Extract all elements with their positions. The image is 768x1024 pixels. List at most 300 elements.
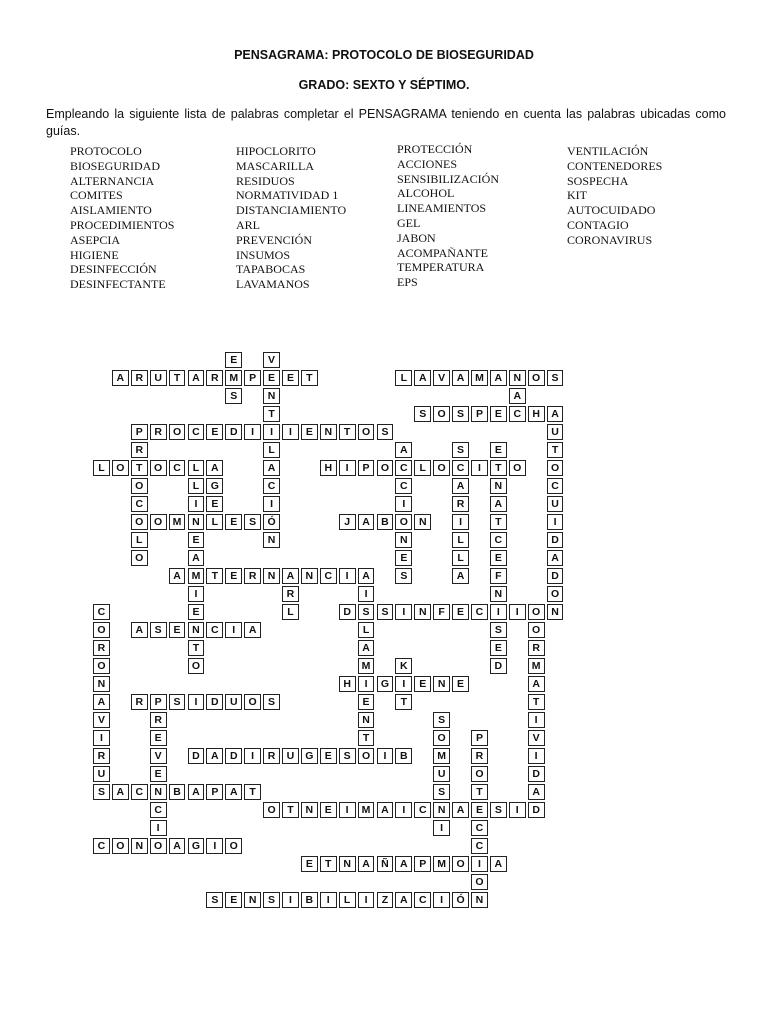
crossword-cell[interactable]: T [244,784,261,800]
crossword-cell[interactable]: B [377,514,394,530]
crossword-cell[interactable]: I [395,802,412,818]
crossword-cell[interactable]: I [188,694,205,710]
crossword-cell[interactable]: N [414,604,431,620]
crossword-cell[interactable]: A [93,694,110,710]
crossword-cell[interactable]: R [244,568,261,584]
crossword-cell[interactable]: S [547,370,564,386]
crossword-cell[interactable]: E [282,370,299,386]
crossword-cell[interactable]: M [471,370,488,386]
crossword-cell[interactable]: T [263,406,280,422]
crossword-cell[interactable]: A [395,856,412,872]
crossword-cell[interactable]: U [93,766,110,782]
crossword-cell[interactable]: E [188,604,205,620]
crossword-cell[interactable]: O [112,838,129,854]
crossword-cell[interactable]: A [528,676,545,692]
crossword-cell[interactable]: H [339,676,356,692]
crossword-cell[interactable]: I [244,748,261,764]
crossword-cell[interactable]: L [282,604,299,620]
crossword-cell[interactable]: M [433,748,450,764]
crossword-cell[interactable]: E [490,406,507,422]
crossword-cell[interactable]: M [528,658,545,674]
crossword-cell[interactable]: S [433,784,450,800]
crossword-cell[interactable]: O [169,424,186,440]
crossword-cell[interactable]: P [471,406,488,422]
crossword-cell[interactable]: A [452,478,469,494]
crossword-cell[interactable]: E [225,892,242,908]
crossword-cell[interactable]: T [547,442,564,458]
crossword-cell[interactable]: D [339,604,356,620]
crossword-cell[interactable]: L [395,370,412,386]
crossword-cell[interactable]: O [471,766,488,782]
crossword-cell[interactable]: M [225,370,242,386]
crossword-cell[interactable]: I [263,496,280,512]
crossword-cell[interactable]: A [414,370,431,386]
crossword-cell[interactable]: O [150,514,167,530]
crossword-cell[interactable]: F [433,604,450,620]
crossword-cell[interactable]: U [547,424,564,440]
crossword-cell[interactable]: D [547,532,564,548]
crossword-cell[interactable]: I [339,460,356,476]
crossword-cell[interactable]: L [206,514,223,530]
crossword-cell[interactable]: L [339,892,356,908]
crossword-cell[interactable]: I [188,496,205,512]
crossword-cell[interactable]: A [490,496,507,512]
crossword-cell[interactable]: C [547,478,564,494]
crossword-cell[interactable]: O [358,748,375,764]
crossword-cell[interactable]: E [225,514,242,530]
crossword-cell[interactable]: A [547,550,564,566]
crossword-cell[interactable]: D [528,766,545,782]
crossword-cell[interactable]: V [150,748,167,764]
crossword-cell[interactable]: O [131,514,148,530]
crossword-cell[interactable]: T [301,370,318,386]
crossword-cell[interactable]: C [263,478,280,494]
crossword-cell[interactable]: D [490,658,507,674]
crossword-cell[interactable]: I [320,892,337,908]
crossword-cell[interactable]: E [206,496,223,512]
crossword-cell[interactable]: R [150,424,167,440]
crossword-cell[interactable]: N [339,856,356,872]
crossword-cell[interactable]: A [452,568,469,584]
crossword-cell[interactable]: R [282,586,299,602]
crossword-cell[interactable]: L [263,442,280,458]
crossword-cell[interactable]: C [471,604,488,620]
crossword-cell[interactable]: A [112,370,129,386]
crossword-cell[interactable]: C [414,802,431,818]
crossword-cell[interactable]: S [452,442,469,458]
crossword-cell[interactable]: R [93,748,110,764]
crossword-cell[interactable]: A [282,568,299,584]
crossword-cell[interactable]: A [452,802,469,818]
crossword-cell[interactable]: I [528,712,545,728]
crossword-cell[interactable]: A [509,388,526,404]
crossword-cell[interactable]: L [452,532,469,548]
crossword-cell[interactable]: A [358,640,375,656]
crossword-cell[interactable]: E [452,676,469,692]
crossword-cell[interactable]: T [339,424,356,440]
crossword-cell[interactable]: E [301,424,318,440]
crossword-cell[interactable]: A [188,550,205,566]
crossword-cell[interactable]: O [471,874,488,890]
crossword-cell[interactable]: S [339,748,356,764]
crossword-cell[interactable]: E [395,550,412,566]
crossword-cell[interactable]: V [433,370,450,386]
crossword-cell[interactable]: C [93,604,110,620]
crossword-cell[interactable]: T [282,802,299,818]
crossword-cell[interactable]: U [433,766,450,782]
crossword-cell[interactable]: R [150,712,167,728]
word-list-item: HIPOCLORITO [236,144,316,158]
crossword-cell[interactable]: S [452,406,469,422]
crossword-cell[interactable]: N [263,388,280,404]
crossword-cell[interactable]: I [509,802,526,818]
crossword-cell[interactable]: A [188,784,205,800]
crossword-cell[interactable]: I [282,892,299,908]
crossword-cell[interactable]: M [358,658,375,674]
crossword-cell[interactable]: D [206,694,223,710]
crossword-cell[interactable]: O [528,370,545,386]
crossword-cell[interactable]: T [528,694,545,710]
crossword-cell[interactable]: U [282,748,299,764]
crossword-cell[interactable]: O [395,514,412,530]
crossword-cell[interactable]: R [131,694,148,710]
crossword-cell[interactable]: C [509,406,526,422]
crossword-cell[interactable]: N [509,370,526,386]
crossword-cell[interactable]: I [358,676,375,692]
crossword-cell[interactable]: I [188,586,205,602]
crossword-cell[interactable]: O [112,460,129,476]
crossword-cell[interactable]: O [263,802,280,818]
crossword-cell[interactable]: S [93,784,110,800]
crossword-cell[interactable]: C [395,478,412,494]
crossword-cell[interactable]: S [225,388,242,404]
crossword-cell[interactable]: T [395,694,412,710]
crossword-cell[interactable]: I [471,460,488,476]
crossword-cell[interactable]: A [244,622,261,638]
crossword-cell[interactable]: O [93,658,110,674]
crossword-cell[interactable]: A [225,784,242,800]
crossword-cell[interactable]: P [414,856,431,872]
crossword-cell[interactable]: O [433,730,450,746]
crossword-cell[interactable]: E [414,676,431,692]
crossword-cell[interactable]: N [433,676,450,692]
crossword-cell[interactable]: O [547,586,564,602]
crossword-cell[interactable]: E [150,766,167,782]
crossword-cell[interactable]: S [169,694,186,710]
crossword-cell[interactable]: O [528,604,545,620]
crossword-cell[interactable]: O [452,856,469,872]
crossword-cell[interactable]: N [414,514,431,530]
crossword-cell[interactable]: I [263,424,280,440]
crossword-cell[interactable]: V [93,712,110,728]
crossword-cell[interactable]: E [225,352,242,368]
crossword-cell[interactable]: E [206,424,223,440]
crossword-cell[interactable]: C [471,838,488,854]
crossword-cell[interactable]: I [452,514,469,530]
crossword-cell[interactable]: R [528,640,545,656]
crossword-cell[interactable]: P [358,460,375,476]
crossword-cell[interactable]: H [528,406,545,422]
crossword-cell[interactable]: D [225,748,242,764]
word-list-item: NORMATIVIDAD 1 [236,188,339,203]
crossword-cell[interactable]: Ñ [377,856,394,872]
crossword-cell[interactable]: I [471,856,488,872]
crossword-cell[interactable]: B [301,892,318,908]
crossword-cell[interactable]: N [490,478,507,494]
crossword-cell[interactable]: T [490,514,507,530]
crossword-cell[interactable]: O [433,406,450,422]
crossword-cell[interactable]: I [509,604,526,620]
crossword-cell[interactable]: N [131,838,148,854]
crossword-cell[interactable]: N [320,424,337,440]
crossword-cell[interactable]: I [150,820,167,836]
crossword-cell[interactable]: S [244,514,261,530]
crossword-cell[interactable]: E [490,550,507,566]
crossword-cell[interactable]: O [131,550,148,566]
crossword-cell[interactable]: B [395,748,412,764]
crossword-cell[interactable]: C [490,532,507,548]
crossword-cell[interactable]: N [150,784,167,800]
crossword-cell[interactable]: C [188,424,205,440]
crossword-cell[interactable]: L [188,460,205,476]
crossword-cell[interactable]: O [509,460,526,476]
crossword-cell[interactable]: L [93,460,110,476]
crossword-cell[interactable]: O [528,622,545,638]
crossword-cell[interactable]: A [206,748,223,764]
crossword-cell[interactable]: C [414,892,431,908]
crossword-cell[interactable]: I [433,820,450,836]
crossword-cell[interactable]: I [547,514,564,530]
crossword-cell[interactable]: U [225,694,242,710]
crossword-cell[interactable]: I [206,838,223,854]
crossword-cell[interactable]: N [301,802,318,818]
crossword-cell[interactable]: S [490,802,507,818]
crossword-cell[interactable]: E [471,802,488,818]
crossword-cell[interactable]: A [358,856,375,872]
crossword-cell[interactable]: N [395,532,412,548]
crossword-cell[interactable]: R [471,748,488,764]
crossword-cell[interactable]: F [490,568,507,584]
crossword-cell[interactable]: C [169,460,186,476]
crossword-cell[interactable]: A [169,568,186,584]
crossword-cell[interactable]: E [320,748,337,764]
crossword-cell[interactable]: A [490,370,507,386]
crossword-cell[interactable]: A [547,406,564,422]
crossword-cell[interactable]: N [188,514,205,530]
crossword-cell[interactable]: R [206,370,223,386]
crossword-cell[interactable]: I [395,676,412,692]
crossword-cell[interactable]: O [150,838,167,854]
crossword-cell[interactable]: N [263,568,280,584]
crossword-cell[interactable]: T [206,568,223,584]
crossword-cell[interactable]: L [131,532,148,548]
crossword-cell[interactable]: I [339,802,356,818]
crossword-cell[interactable]: T [320,856,337,872]
crossword-cell[interactable]: P [244,370,261,386]
crossword-cell[interactable]: I [528,748,545,764]
crossword-cell[interactable]: C [131,496,148,512]
crossword-cell[interactable]: O [244,694,261,710]
crossword-cell[interactable]: D [547,568,564,584]
crossword-cell[interactable]: E [320,802,337,818]
crossword-cell[interactable]: V [263,352,280,368]
crossword-cell[interactable]: S [150,622,167,638]
crossword-cell[interactable]: C [131,784,148,800]
crossword-cell[interactable]: B [169,784,186,800]
crossword-cell[interactable]: Ó [452,892,469,908]
crossword-cell[interactable]: P [131,424,148,440]
crossword-cell[interactable]: O [377,460,394,476]
crossword-cell[interactable]: R [452,496,469,512]
crossword-cell[interactable]: T [169,370,186,386]
crossword-cell[interactable]: T [358,730,375,746]
crossword-cell[interactable]: E [169,622,186,638]
crossword-cell[interactable]: I [93,730,110,746]
crossword-cell[interactable]: S [490,622,507,638]
crossword-cell[interactable]: O [188,658,205,674]
crossword-cell[interactable]: A [263,460,280,476]
crossword-cell[interactable]: I [377,748,394,764]
crossword-cell[interactable]: C [150,802,167,818]
crossword-cell[interactable]: A [169,838,186,854]
crossword-cell[interactable]: I [433,892,450,908]
crossword-cell[interactable]: M [188,568,205,584]
crossword-cell[interactable]: N [490,586,507,602]
crossword-cell[interactable]: A [358,514,375,530]
crossword-cell[interactable]: S [414,406,431,422]
crossword-cell[interactable]: I [395,496,412,512]
crossword-cell[interactable]: A [112,784,129,800]
crossword-cell[interactable]: N [263,532,280,548]
crossword-cell[interactable]: V [528,730,545,746]
crossword-cell[interactable]: L [414,460,431,476]
crossword-cell[interactable]: N [433,802,450,818]
crossword-cell[interactable]: U [150,370,167,386]
crossword-cell[interactable]: D [528,802,545,818]
crossword-cell[interactable]: E [301,856,318,872]
crossword-cell[interactable]: O [93,622,110,638]
crossword-cell[interactable]: P [471,730,488,746]
crossword-cell[interactable]: E [263,370,280,386]
crossword-cell[interactable]: E [490,640,507,656]
crossword-cell[interactable]: C [93,838,110,854]
crossword-cell[interactable]: A [528,784,545,800]
crossword-cell[interactable]: E [150,730,167,746]
crossword-cell[interactable]: A [377,802,394,818]
crossword-cell[interactable]: S [377,604,394,620]
crossword-cell[interactable]: J [339,514,356,530]
crossword-cell[interactable]: A [188,370,205,386]
crossword-cell[interactable]: A [395,892,412,908]
crossword-cell[interactable]: S [206,892,223,908]
crossword-cell[interactable]: G [206,478,223,494]
crossword-cell[interactable]: I [339,568,356,584]
crossword-cell[interactable]: O [225,838,242,854]
crossword-cell[interactable]: I [490,604,507,620]
crossword-cell[interactable]: N [188,622,205,638]
crossword-cell[interactable]: M [433,856,450,872]
crossword-cell[interactable]: A [490,856,507,872]
crossword-cell[interactable]: E [188,532,205,548]
crossword-cell[interactable]: R [93,640,110,656]
crossword-cell[interactable]: C [471,820,488,836]
crossword-cell[interactable]: P [150,694,167,710]
crossword-cell[interactable]: G [301,748,318,764]
crossword-cell[interactable]: M [358,802,375,818]
crossword-cell[interactable]: I [358,892,375,908]
crossword-cell[interactable]: S [377,424,394,440]
crossword-cell[interactable]: S [263,892,280,908]
crossword-cell[interactable]: N [93,676,110,692]
crossword-cell[interactable]: C [320,568,337,584]
crossword-cell[interactable]: N [244,892,261,908]
crossword-cell[interactable]: L [358,622,375,638]
crossword-cell[interactable]: Ó [263,514,280,530]
crossword-cell[interactable]: I [358,586,375,602]
crossword-cell[interactable]: R [131,370,148,386]
crossword-cell[interactable]: I [225,622,242,638]
crossword-cell[interactable]: A [131,622,148,638]
crossword-cell[interactable]: S [358,604,375,620]
crossword-cell[interactable]: O [547,460,564,476]
crossword-cell[interactable]: G [188,838,205,854]
crossword-cell[interactable]: A [452,370,469,386]
crossword-cell[interactable]: O [150,460,167,476]
crossword-cell[interactable]: G [377,676,394,692]
crossword-cell[interactable]: R [131,442,148,458]
crossword-cell[interactable]: K [395,658,412,674]
crossword-cell[interactable]: A [206,460,223,476]
crossword-cell[interactable]: S [433,712,450,728]
crossword-cell[interactable]: M [169,514,186,530]
crossword-cell[interactable]: R [263,748,280,764]
crossword-cell[interactable]: O [433,460,450,476]
crossword-cell[interactable]: H [320,460,337,476]
crossword-cell[interactable]: S [395,568,412,584]
crossword-cell[interactable]: T [471,784,488,800]
crossword-cell[interactable]: C [452,460,469,476]
crossword-cell[interactable]: I [395,604,412,620]
crossword-cell[interactable]: I [244,424,261,440]
crossword-cell[interactable]: N [358,712,375,728]
crossword-cell[interactable]: E [225,568,242,584]
crossword-cell[interactable]: T [490,460,507,476]
crossword-cell[interactable]: Z [377,892,394,908]
crossword-cell[interactable]: C [395,460,412,476]
crossword-cell[interactable]: L [452,550,469,566]
crossword-cell[interactable]: C [206,622,223,638]
crossword-cell[interactable]: L [188,478,205,494]
crossword-cell[interactable]: I [282,424,299,440]
crossword-cell[interactable]: U [547,496,564,512]
crossword-cell[interactable]: D [225,424,242,440]
crossword-cell[interactable]: N [547,604,564,620]
crossword-cell[interactable]: N [301,568,318,584]
crossword-cell[interactable]: T [131,460,148,476]
crossword-cell[interactable]: A [358,568,375,584]
crossword-cell[interactable]: N [471,892,488,908]
crossword-cell[interactable]: A [395,442,412,458]
crossword-cell[interactable]: E [490,442,507,458]
crossword-cell[interactable]: O [358,424,375,440]
crossword-cell[interactable]: S [263,694,280,710]
crossword-cell[interactable]: E [358,694,375,710]
crossword-cell[interactable]: O [131,478,148,494]
crossword-cell[interactable]: E [452,604,469,620]
crossword-cell[interactable]: T [188,640,205,656]
crossword-cell[interactable]: P [206,784,223,800]
crossword-cell[interactable]: D [188,748,205,764]
